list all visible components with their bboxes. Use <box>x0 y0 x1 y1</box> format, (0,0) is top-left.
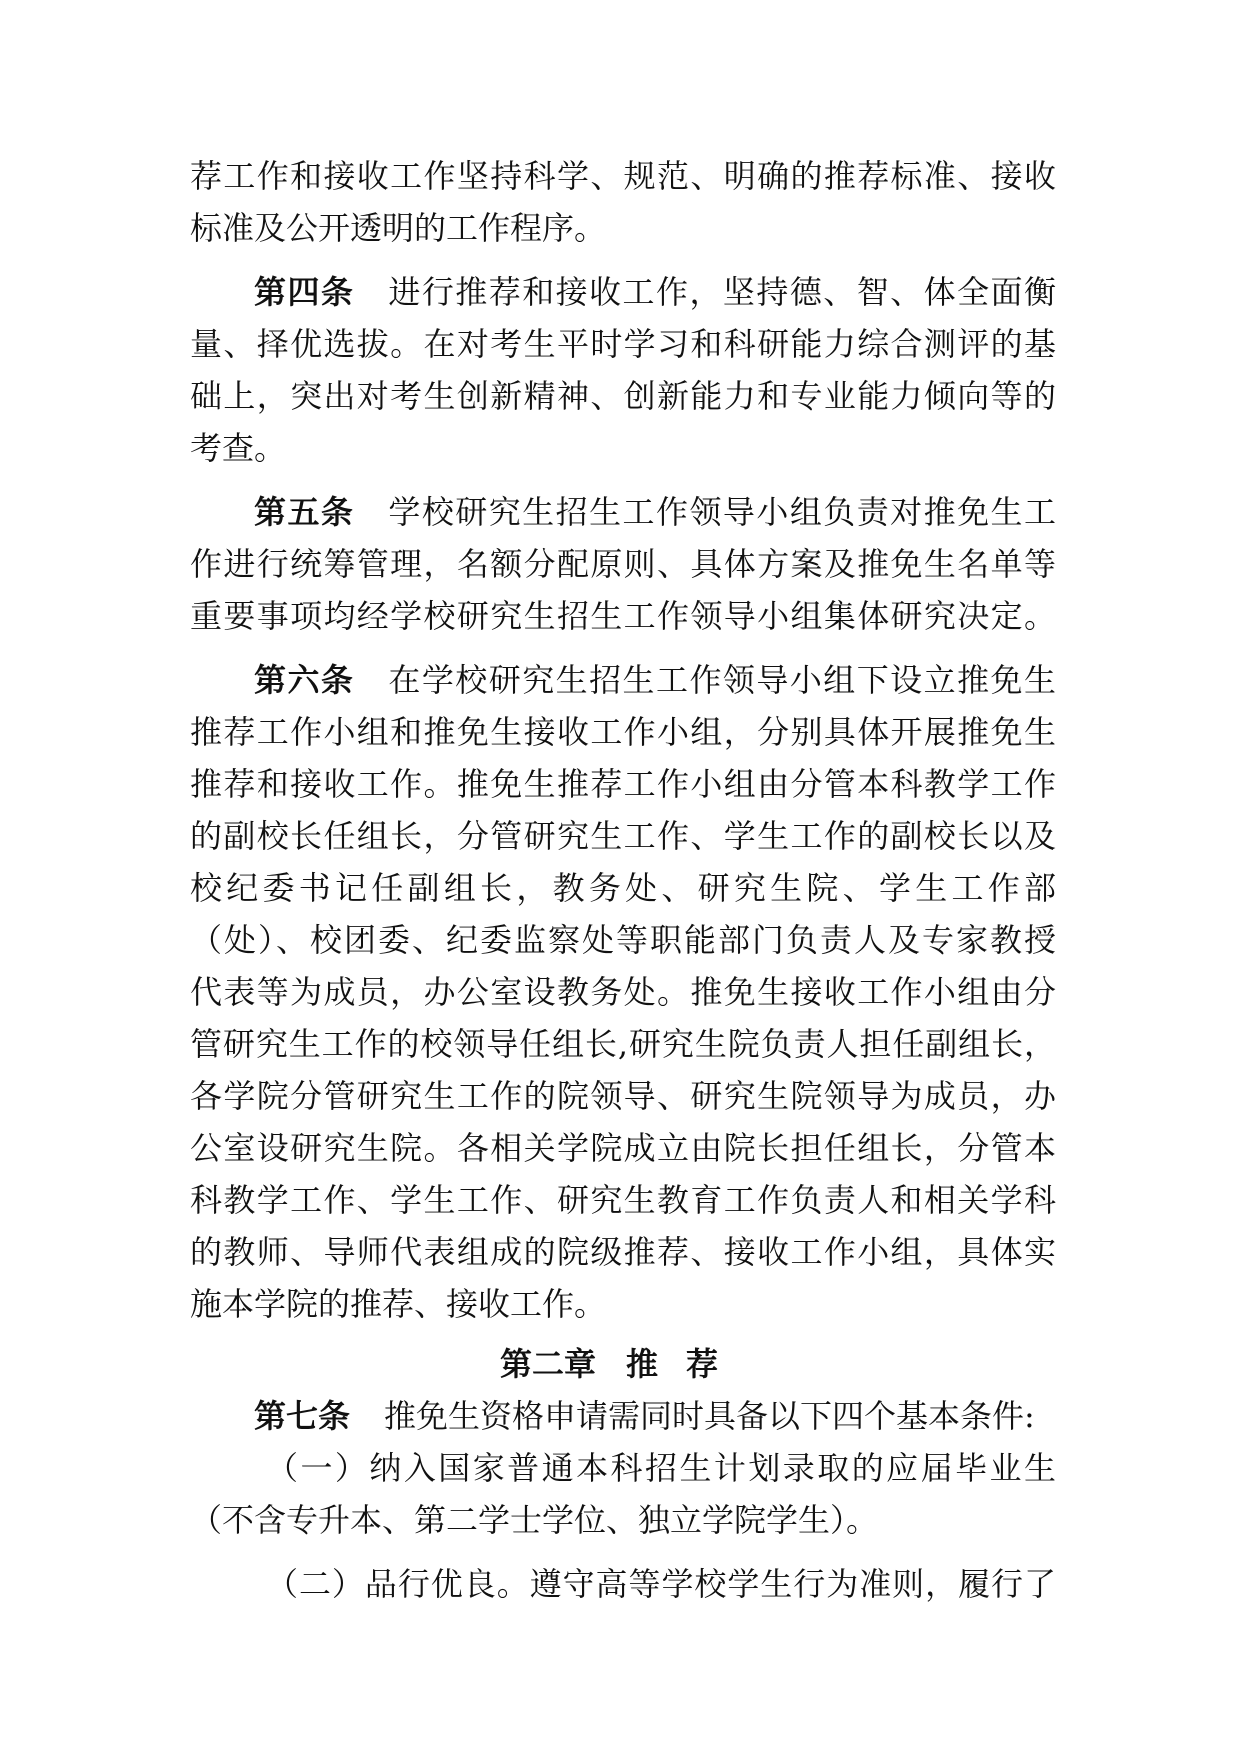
text-line <box>190 654 1056 706</box>
text-line: 推荐和接收工作。推免生推荐工作小组由分管本科教学工作 <box>190 765 1056 803</box>
article-5 <box>190 486 1056 642</box>
clause-2 <box>190 1558 1056 1610</box>
text-line: 公室设研究生院。各相关学院成立由院长担任组长，分管本 <box>190 1129 1056 1167</box>
document-page <box>190 150 1056 1610</box>
text-segment: 推免生资格申请需同时具备以下四个基本条件: <box>384 1397 1035 1435</box>
text-line: 荐工作和接收工作坚持科学、规范、明确的推荐标准、接收 <box>190 157 1056 195</box>
text-line <box>190 486 1056 538</box>
text-line: （二）品行优良。遵守高等学校学生行为准则，履行了 <box>266 1565 1056 1603</box>
text-line: 考查。 <box>190 429 287 467</box>
text-line: 管研究生工作的校领导任组长,研究生院负责人担任副组长， <box>190 1025 1056 1063</box>
chapter-number: 第二章 <box>499 1345 596 1383</box>
text-segment: 进行推荐和接收工作，坚持德、智、体全面衡 <box>388 273 1056 311</box>
text-line: 重要事项均经学校研究生招生工作领导小组集体研究决定。 <box>190 597 1056 635</box>
text-line: 校纪委书记任副组长，教务处、研究生院、学生工作部 <box>190 869 1056 907</box>
chapter-heading <box>190 1338 1056 1390</box>
article-number: 第四条 <box>254 273 355 311</box>
text-line: 作进行统筹管理，名额分配原则、具体方案及推免生名单等 <box>190 545 1056 583</box>
text-line <box>190 1390 1056 1442</box>
text-line: 施本学院的推荐、接收工作。 <box>190 1285 607 1323</box>
chapter-title: 推荐 <box>626 1345 747 1383</box>
text-segment: 在学校研究生招生工作领导小组下设立推免生 <box>388 661 1056 699</box>
text-line: 础上，突出对考生创新精神、创新能力和专业能力倾向等的 <box>190 377 1056 415</box>
text-segment: 学校研究生招生工作领导小组负责对推免生工 <box>388 493 1056 531</box>
article-4 <box>190 266 1056 474</box>
text-line: 量、择优选拔。在对考生平时学习和科研能力综合测评的基 <box>190 325 1056 363</box>
text-line <box>190 266 1056 318</box>
text-line: 推荐工作小组和推免生接收工作小组，分别具体开展推免生 <box>190 713 1056 751</box>
text-line: 代表等为成员，办公室设教务处。推免生接收工作小组由分 <box>190 973 1056 1011</box>
text-line: 的副校长任组长，分管研究生工作、学生工作的副校长以及 <box>190 817 1056 855</box>
text-line: 标准及公开透明的工作程序。 <box>190 209 607 247</box>
article-number: 第六条 <box>254 661 355 699</box>
text-line: （处）、校团委、纪委监察处等职能部门负责人及专家教授 <box>190 921 1056 959</box>
article-6 <box>190 654 1056 1330</box>
article-7 <box>190 1390 1056 1442</box>
text-line: 的教师、导师代表组成的院级推荐、接收工作小组，具体实 <box>190 1233 1056 1271</box>
text-line: 各学院分管研究生工作的院领导、研究生院领导为成员，办 <box>190 1077 1056 1115</box>
text-line: 科教学工作、学生工作、研究生教育工作负责人和相关学科 <box>190 1181 1056 1219</box>
article-number: 第七条 <box>254 1397 351 1435</box>
article-number: 第五条 <box>254 493 355 531</box>
clause-1 <box>190 1442 1056 1546</box>
paragraph-continuation <box>190 150 1056 254</box>
text-line: （不含专升本、第二学士学位、独立学院学生）。 <box>190 1501 879 1539</box>
text-line: （一）纳入国家普通本科招生计划录取的应届毕业生 <box>266 1449 1056 1487</box>
